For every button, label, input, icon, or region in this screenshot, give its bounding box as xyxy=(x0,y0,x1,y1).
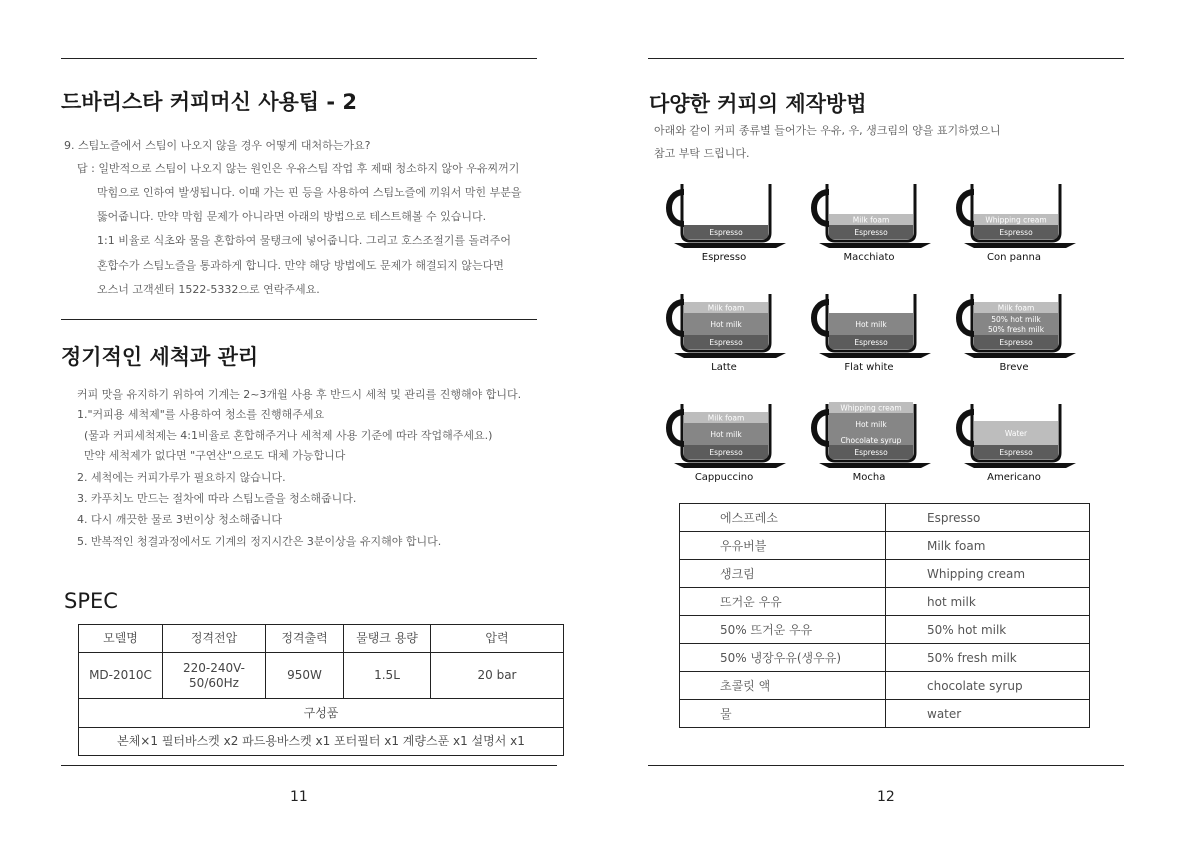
ingredient-ko: 생크림 xyxy=(680,560,886,588)
cup-saucer xyxy=(819,353,931,358)
ingredient-ko: 50% 뜨거운 우유 xyxy=(680,616,886,644)
cup-flat-white xyxy=(814,294,931,373)
ingredient-ko: 뜨거운 우유 xyxy=(680,588,886,616)
cleaning-line: 4. 다시 깨끗한 물로 3번이상 청소해줍니다 xyxy=(77,513,282,526)
cup-saucer xyxy=(819,243,931,248)
spec-model: MD-2010C xyxy=(79,653,163,699)
cup-layer-label: Milk foam xyxy=(707,303,745,313)
ingredient-ko: 우유버블 xyxy=(680,532,886,560)
cup-saucer xyxy=(964,353,1076,358)
coffee-cup-diagram xyxy=(660,172,1100,487)
spec-header: 정격전압 xyxy=(163,625,266,653)
spec-components: 본체×1 필터바스켓 x2 파드용바스켓 x1 포터필터 x1 계량스푼 x1 설명서 x1 xyxy=(79,728,564,756)
ingredient-en: water xyxy=(886,700,1090,728)
cup-mocha xyxy=(814,402,931,483)
recipes-intro-line: 아래와 같이 커피 종류별 들어가는 우유, 우, 생크림의 양을 표기하였으니 xyxy=(654,124,1001,137)
spec-voltage-line-1: 220-240V- xyxy=(183,660,245,675)
ingredient-en: 50% fresh milk xyxy=(886,644,1090,672)
cup-breve xyxy=(959,294,1076,373)
cup-layer-label: Espresso xyxy=(999,448,1033,457)
cup-name: Breve xyxy=(999,362,1029,373)
cup-layer-label: Espresso xyxy=(709,448,743,457)
ingredient-table xyxy=(679,503,1090,728)
cleaning-line: 커피 맛을 유지하기 위하여 기계는 2~3개월 사용 후 반드시 세척 및 관리를 진행해야 합니다. xyxy=(77,388,522,401)
cup-latte xyxy=(669,294,786,373)
tip-title: 드바리스타 커피머신 사용팁 - 2 xyxy=(61,90,358,114)
cup-macchiato xyxy=(814,184,931,263)
cup-layer-label: Hot milk xyxy=(710,430,742,439)
ingredient-en: Espresso xyxy=(886,504,1090,532)
ingredient-row xyxy=(680,532,1090,560)
cleaning-line: 3. 카푸치노 만드는 절차에 따라 스팀노즐을 청소해줍니다. xyxy=(77,492,357,505)
cleaning-line: 만약 세척제가 없다면 "구연산"으로도 대체 가능합니다 xyxy=(84,449,346,462)
top-rule-left xyxy=(61,58,537,59)
spec-header: 물탱크 용량 xyxy=(344,625,431,653)
cup-layer-label: Espresso xyxy=(854,228,888,237)
cup-name: Mocha xyxy=(852,472,886,483)
cup-saucer xyxy=(964,243,1076,248)
ingredient-row xyxy=(680,588,1090,616)
cup-layer-label: Whipping cream xyxy=(985,215,1047,225)
cup-layer-label: Espresso xyxy=(709,228,743,237)
cup-layer-label: Water xyxy=(1004,429,1028,438)
cleaning-line: (물과 커피세척제는 4:1비율로 혼합해주거나 세척제 사용 기준에 따라 작업해주세요.) xyxy=(84,429,493,442)
ingredient-ko: 50% 냉장우유(생우유) xyxy=(680,644,886,672)
bottom-rule-left xyxy=(61,765,557,766)
tip-answer-line: 혼합수가 스팀노즐을 통과하게 합니다. 만약 해당 방법에도 문제가 해결되지 않는다면 xyxy=(97,259,504,272)
cleaning-line: 2. 세척에는 커피가루가 필요하지 않습니다. xyxy=(77,471,286,484)
cup-saucer xyxy=(964,463,1076,468)
cup-name: Latte xyxy=(711,362,737,373)
spec-voltage-line-2: 50/60Hz xyxy=(189,675,239,690)
ingredient-row xyxy=(680,644,1090,672)
tip-answer-line: 뚫어줍니다. 만약 막힘 문제가 아니라면 아래의 방법으로 테스트해볼 수 있습니다. xyxy=(97,210,487,223)
ingredient-en: Milk foam xyxy=(886,532,1090,560)
cup-name: Flat white xyxy=(844,362,894,373)
section-rule-left xyxy=(61,319,537,320)
cup-saucer xyxy=(674,243,786,248)
cup-saucer xyxy=(674,353,786,358)
cup-layer-label: 50% hot milk xyxy=(991,315,1041,324)
ingredient-row xyxy=(680,616,1090,644)
cup-name: Macchiato xyxy=(843,252,895,263)
cup-layer-label: Espresso xyxy=(999,338,1033,347)
cup-layer-label: 50% fresh milk xyxy=(987,325,1045,334)
page-number-left: 11 xyxy=(290,789,308,805)
cup-saucer xyxy=(674,463,786,468)
cup-layer-label: Hot milk xyxy=(855,420,887,429)
cup-name: Espresso xyxy=(701,252,747,263)
spec-header: 모델명 xyxy=(79,625,163,653)
spec-components-header: 구성품 xyxy=(79,699,564,728)
ingredient-ko: 물 xyxy=(680,700,886,728)
ingredient-en: 50% hot milk xyxy=(886,616,1090,644)
cup-layer-label: Espresso xyxy=(854,448,888,457)
spec-output: 950W xyxy=(266,653,344,699)
spec-table xyxy=(78,624,564,756)
spec-header: 압력 xyxy=(431,625,564,653)
cup-name: Americano xyxy=(987,472,1041,483)
ingredient-ko: 초콜릿 액 xyxy=(680,672,886,700)
cup-layer-label: Espresso xyxy=(854,338,888,347)
cup-layer-label: Espresso xyxy=(709,338,743,347)
spec-tank-capacity: 1.5L xyxy=(344,653,431,699)
tip-answer-line: 오스너 고객센터 1522-5332으로 연락주세요. xyxy=(97,283,320,296)
cup-layer-label: Hot milk xyxy=(855,320,887,329)
cup-saucer xyxy=(819,463,931,468)
cup-layer-label: Chocolate syrup xyxy=(840,436,902,445)
cup-layer-label: Whipping cream xyxy=(840,403,902,413)
ingredient-row xyxy=(680,700,1090,728)
bottom-rule-right xyxy=(648,765,1124,766)
spec-components-row xyxy=(79,728,564,756)
cleaning-title: 정기적인 세척과 관리 xyxy=(61,345,259,369)
spec-components-header-row xyxy=(79,699,564,728)
cup-espresso xyxy=(669,184,786,263)
cup-layer-label: Milk foam xyxy=(707,413,745,423)
recipes-intro-line: 참고 부탁 드립니다. xyxy=(654,147,750,160)
ingredient-en: chocolate syrup xyxy=(886,672,1090,700)
ingredient-en: hot milk xyxy=(886,588,1090,616)
cup-con-panna xyxy=(959,184,1076,263)
page-number-right: 12 xyxy=(877,789,895,805)
cup-cappuccino xyxy=(669,404,786,483)
top-rule-right xyxy=(648,58,1124,59)
cleaning-line: 5. 반복적인 청결과정에서도 기계의 정지시간은 3분이상을 유지해야 합니다. xyxy=(77,535,442,548)
ingredient-row xyxy=(680,560,1090,588)
recipes-title: 다양한 커피의 제작방법 xyxy=(649,92,867,116)
ingredient-ko: 에스프레소 xyxy=(680,504,886,532)
cup-name: Cappuccino xyxy=(694,472,754,483)
cup-layer-label: Espresso xyxy=(999,228,1033,237)
cup-layer-label: Hot milk xyxy=(710,320,742,329)
spec-pressure: 20 bar xyxy=(431,653,564,699)
tip-answer-line: 막힘으로 인하여 발생됩니다. 이때 가는 핀 등을 사용하여 스팀노즐에 끼워서 막힌 부분을 xyxy=(97,186,522,199)
tip-answer-line: 답 : 일반적으로 스팀이 나오지 않는 원인은 우유스팀 작업 후 제때 청소하지 않아 우유찌꺼기 xyxy=(77,162,520,175)
cup-americano xyxy=(959,404,1076,483)
tip-question: 9. 스팀노즐에서 스팀이 나오지 않을 경우 어떻게 대처하는가요? xyxy=(64,139,371,152)
spec-value-row xyxy=(79,653,564,699)
spec-header-row xyxy=(79,625,564,653)
cup-layer-label: Milk foam xyxy=(997,303,1035,313)
cup-name: Con panna xyxy=(987,252,1041,263)
tip-answer-line: 1:1 비율로 식초와 물을 혼합하여 물탱크에 넣어줍니다. 그리고 호스조절기를 돌려주어 xyxy=(97,234,511,247)
spec-voltage xyxy=(163,653,266,699)
spec-header: 정격출력 xyxy=(266,625,344,653)
ingredient-en: Whipping cream xyxy=(886,560,1090,588)
spec-title: SPEC xyxy=(64,589,118,613)
ingredient-row xyxy=(680,504,1090,532)
ingredient-row xyxy=(680,672,1090,700)
cup-layer-label: Milk foam xyxy=(852,215,890,225)
cleaning-line: 1."커피용 세척제"를 사용하여 청소를 진행해주세요 xyxy=(77,408,325,421)
